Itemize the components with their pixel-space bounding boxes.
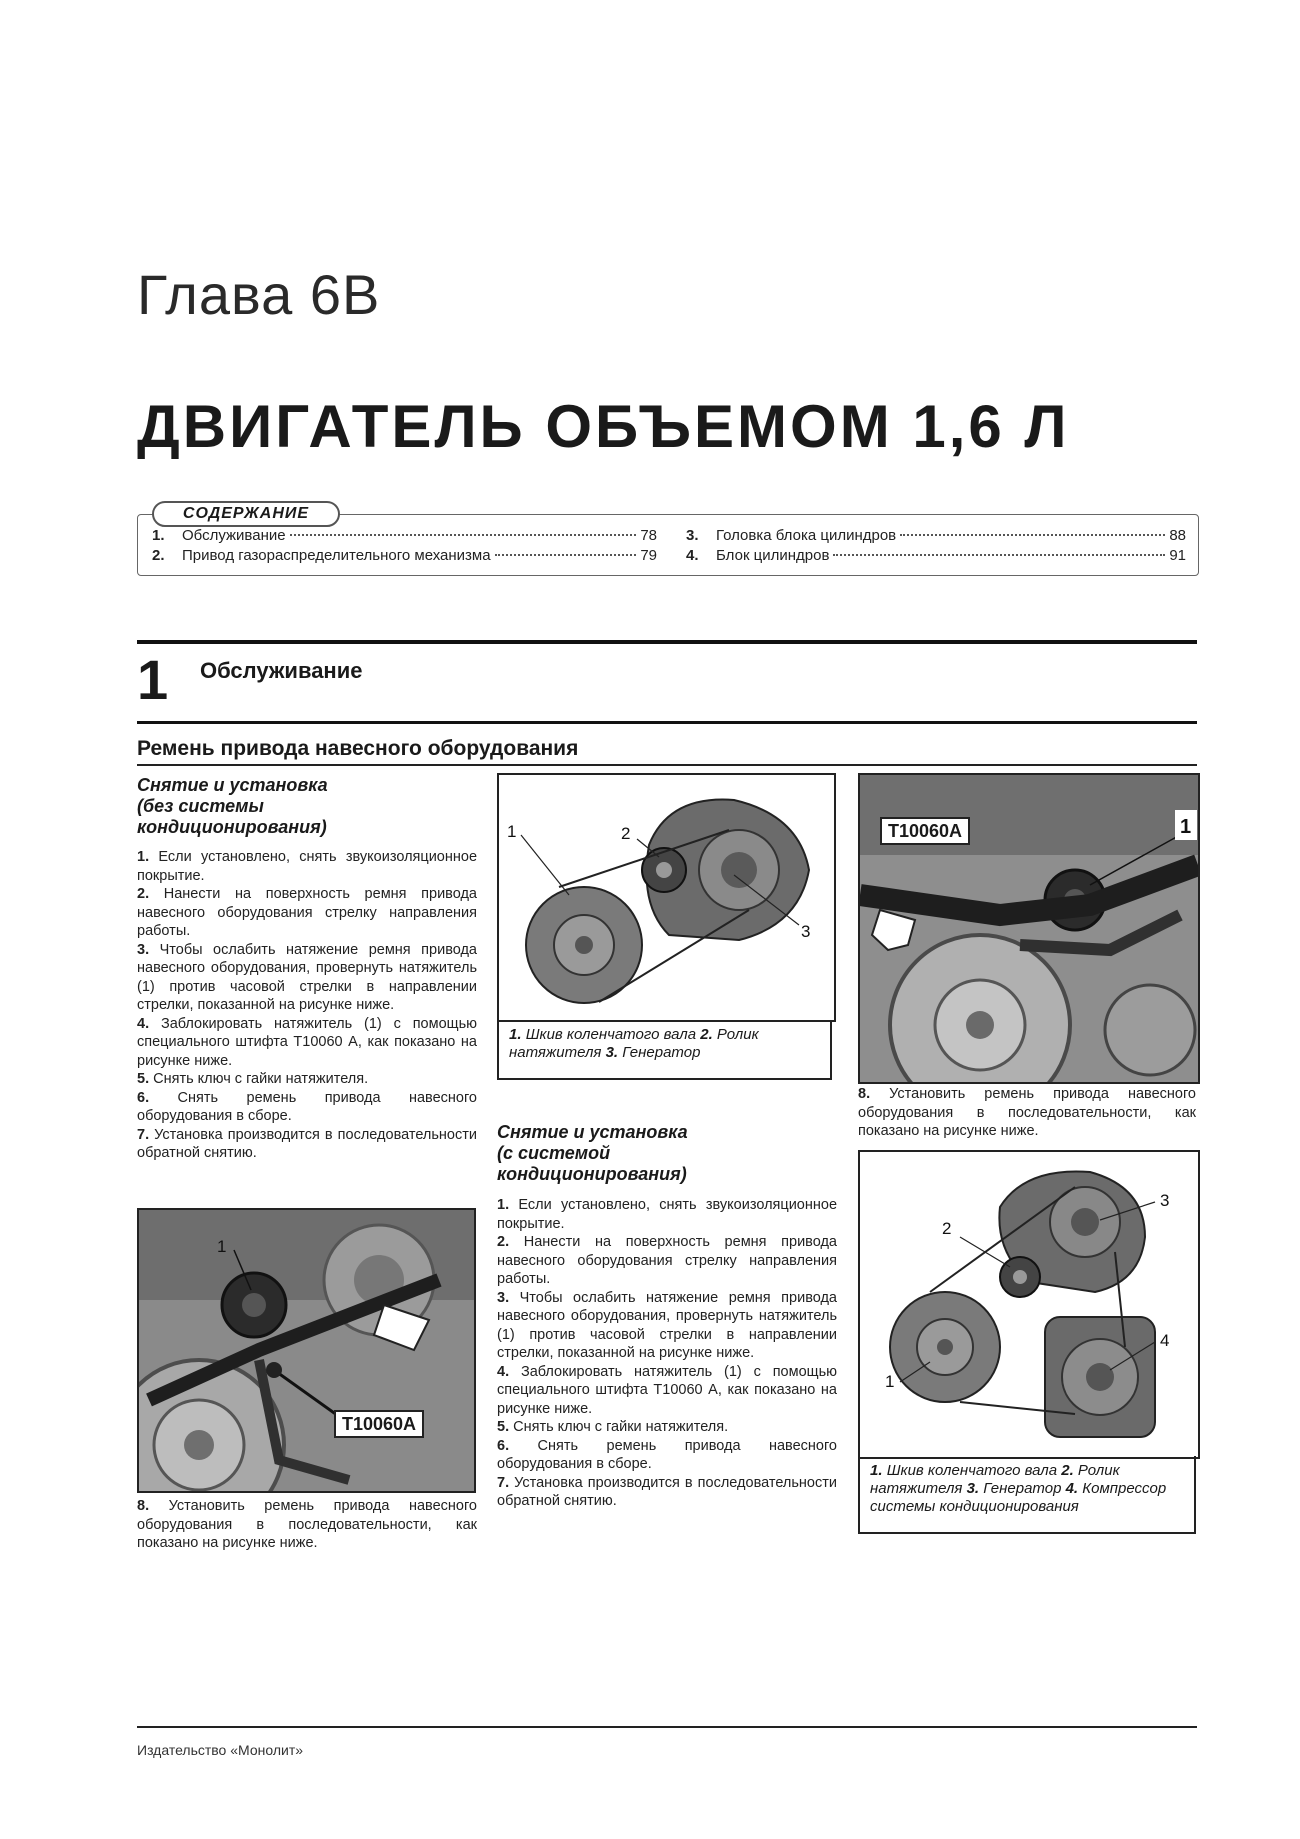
step: 3. Чтобы ослабить натяжение ремня привода навесного оборудования, провернуть натяжитель (1) против часовой стрелки в направлении стрелки, показанной на рисунке ниже. bbox=[137, 941, 477, 1013]
toc-item-num: 4. bbox=[686, 547, 699, 564]
toc-leader bbox=[290, 534, 637, 536]
figure-caption: 1. Шкив коленчатого вала 2. Ролик натяжителя 3. Генератор bbox=[497, 1020, 832, 1080]
heading-line: кондиционирования) bbox=[497, 1164, 687, 1184]
figure-photo-tensioner-ac bbox=[858, 773, 1200, 1084]
step: 5. Снять ключ с гайки натяжителя. bbox=[137, 1071, 369, 1087]
step: 6. Снять ремень привода навесного оборудования в сборе. bbox=[137, 1089, 477, 1124]
step: 5. Снять ключ с гайки натяжителя. bbox=[497, 1419, 729, 1435]
figure-belt-layout-ac bbox=[858, 1150, 1200, 1459]
tool-label: T10060A bbox=[880, 817, 970, 845]
step: 7. Установка производится в последовательности обратной снятию. bbox=[497, 1474, 837, 1509]
toc-item-num: 1. bbox=[152, 527, 165, 544]
step: 1. Если установлено, снять звукоизоляционное покрытие. bbox=[497, 1197, 838, 1232]
block1-steps bbox=[137, 848, 477, 1163]
toc-item-page: 78 bbox=[640, 527, 657, 544]
section-rule-top bbox=[137, 640, 1197, 644]
callout-1: 1 bbox=[507, 822, 517, 841]
toc-item[interactable] bbox=[686, 527, 1186, 544]
step: 4. Заблокировать натяжитель (1) с помощью специального штифта Т10060 А, как показано на рисунке ниже. bbox=[137, 1015, 477, 1069]
engine-photo bbox=[139, 1210, 474, 1491]
toc-item-page: 91 bbox=[1169, 547, 1186, 564]
chapter-label: Глава 6В bbox=[137, 263, 381, 326]
heading-line: (без системы bbox=[137, 796, 264, 816]
footer-rule bbox=[137, 1726, 1197, 1728]
toc-leader bbox=[833, 554, 1165, 556]
callout-3: 3 bbox=[801, 922, 811, 941]
step: 8. Установить ремень привода навесного оборудования в последовательности, как показано на рисунке ниже. bbox=[858, 1086, 1196, 1139]
step: 1. Если установлено, снять звукоизоляционное покрытие. bbox=[137, 849, 478, 884]
callout-2: 2 bbox=[621, 824, 631, 843]
toc-leader bbox=[495, 554, 637, 556]
callout-4: 4 bbox=[1160, 1331, 1170, 1350]
toc-item[interactable] bbox=[152, 527, 657, 544]
step: 4. Заблокировать натяжитель (1) с помощью специального штифта Т10060 А, как показано на рисунке ниже. bbox=[497, 1363, 837, 1417]
step: 8. Установить ремень привода навесного оборудования в последовательности, как показано на рисунке ниже. bbox=[137, 1498, 477, 1551]
section-number: 1 bbox=[137, 648, 169, 711]
heading-line: Снятие и установка bbox=[137, 775, 328, 795]
block3-after bbox=[858, 1085, 1196, 1141]
page-title: ДВИГАТЕЛЬ ОБЪЕМОМ 1,6 Л bbox=[137, 393, 1070, 460]
step: 7. Установка производится в последовательности обратной снятию. bbox=[137, 1126, 477, 1161]
toc-item-page: 79 bbox=[640, 547, 657, 564]
step: 3. Чтобы ослабить натяжение ремня привода навесного оборудования, провернуть натяжитель (1) против часовой стрелки в направлении стрелки, показанной на рисунке ниже. bbox=[497, 1289, 837, 1361]
belt-diagram bbox=[499, 775, 834, 1020]
toc-leader bbox=[900, 534, 1165, 536]
publisher-footer: Издательство «Монолит» bbox=[137, 1742, 304, 1758]
toc-item[interactable] bbox=[686, 547, 1186, 564]
heading-line: Снятие и установка bbox=[497, 1122, 688, 1142]
step: 6. Снять ремень привода навесного оборудования в сборе. bbox=[497, 1437, 837, 1472]
toc-item[interactable] bbox=[152, 547, 657, 564]
toc-item-page: 88 bbox=[1169, 527, 1186, 544]
toc-item-num: 3. bbox=[686, 527, 699, 544]
block1-heading bbox=[137, 775, 477, 838]
block2-steps bbox=[497, 1196, 837, 1511]
figure-photo-tensioner-no-ac bbox=[137, 1208, 476, 1493]
callout-1: 1 bbox=[885, 1372, 895, 1391]
toc-item-text: Обслуживание bbox=[182, 527, 286, 544]
block1-after bbox=[137, 1497, 477, 1553]
toc-item-text: Привод газораспределительного механизма bbox=[182, 547, 491, 564]
toc-item-num: 2. bbox=[152, 547, 165, 564]
toc-item-text: Блок цилиндров bbox=[716, 547, 830, 564]
callout-1: 1 bbox=[217, 1237, 227, 1256]
block2-heading bbox=[497, 1122, 837, 1185]
subsection-title: Ремень привода навесного оборудования bbox=[137, 737, 579, 760]
heading-line: (с системой bbox=[497, 1143, 611, 1163]
figure-caption: 1. Шкив коленчатого вала 2. Ролик натяжителя 3. Генератор 4. Компрессор системы кондиционирования bbox=[858, 1456, 1196, 1534]
callout-2: 2 bbox=[942, 1219, 952, 1238]
toc-item-text: Головка блока цилиндров bbox=[716, 527, 897, 544]
step: 2. Нанести на поверхность ремня привода навесного оборудования стрелку направления работы. bbox=[137, 886, 477, 939]
section-title: Обслуживание bbox=[200, 658, 363, 683]
heading-line: кондиционирования) bbox=[137, 817, 327, 837]
figure-belt-layout-no-ac bbox=[497, 773, 836, 1022]
step: 2. Нанести на поверхность ремня привода навесного оборудования стрелку направления работы. bbox=[497, 1234, 837, 1287]
subsection-rule bbox=[137, 764, 1197, 766]
tool-label: T10060A bbox=[334, 1410, 424, 1438]
callout-3: 3 bbox=[1160, 1191, 1170, 1210]
belt-diagram bbox=[860, 1152, 1198, 1457]
toc-label: СОДЕРЖАНИЕ bbox=[152, 501, 340, 527]
section-rule-bottom bbox=[137, 721, 1197, 724]
callout-1: 1 bbox=[1180, 816, 1192, 838]
